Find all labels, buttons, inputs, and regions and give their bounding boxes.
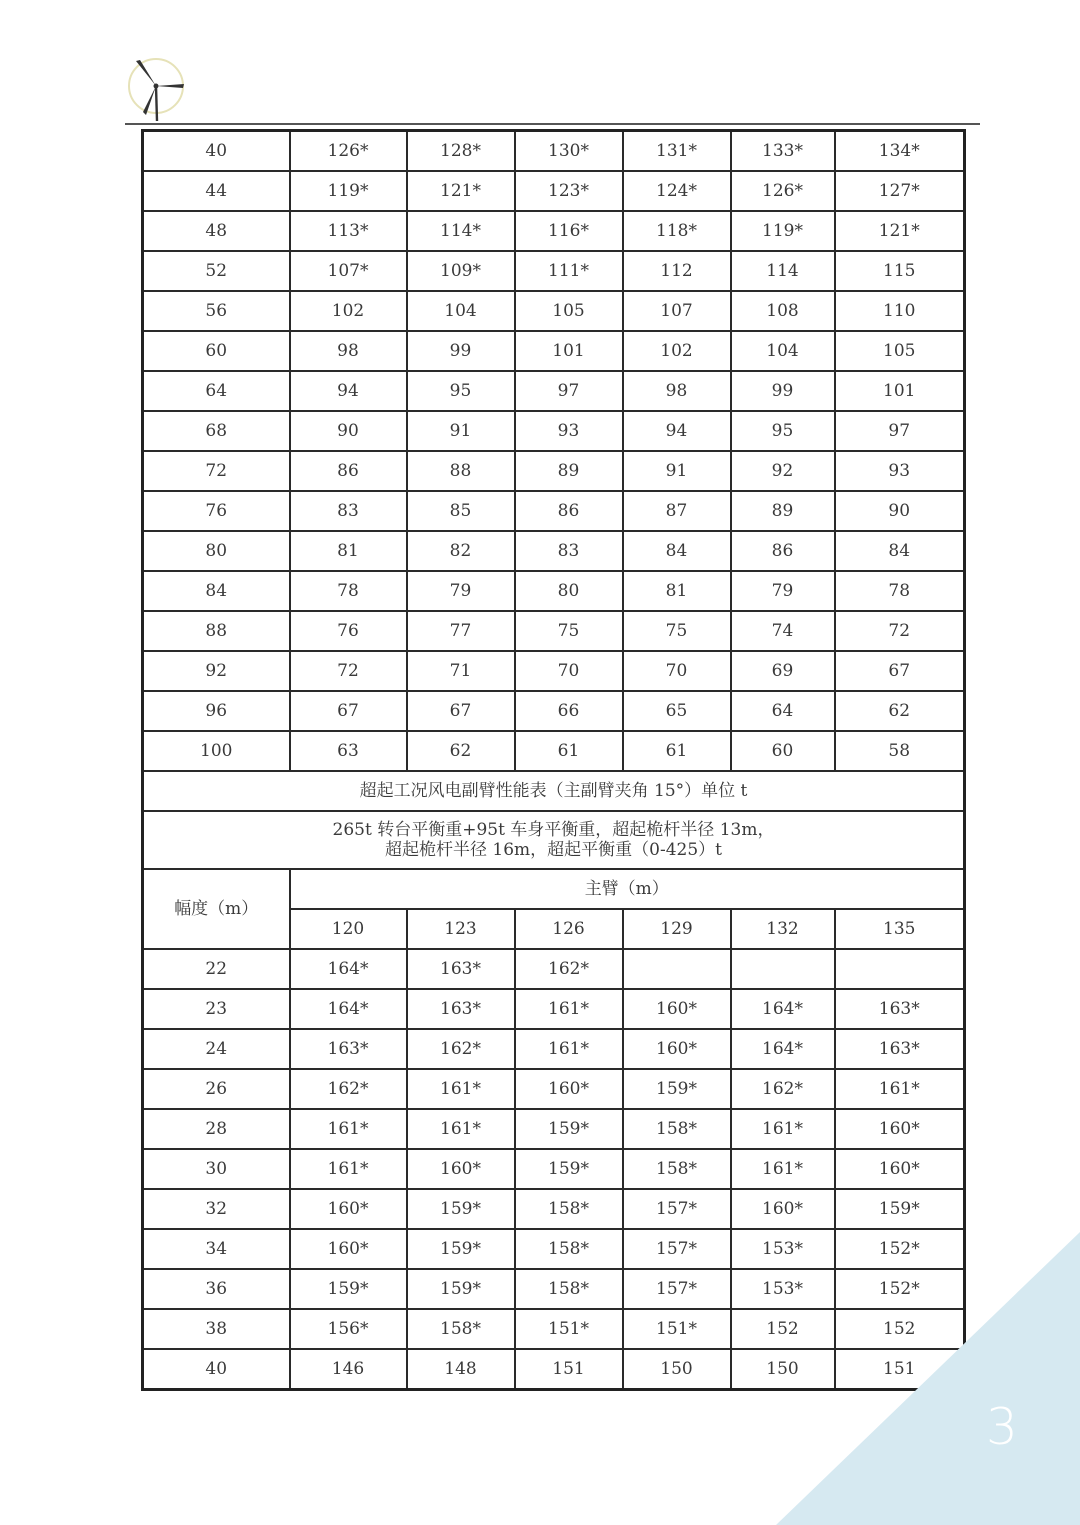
radius-cell: 38: [143, 1309, 290, 1349]
main-boom-header: 主臂（m）: [290, 869, 965, 909]
boom-length-header: 123: [407, 909, 515, 949]
capacity-cell: 159*: [835, 1189, 965, 1229]
capacity-cell: 150: [623, 1349, 731, 1390]
capacity-cell: 115: [835, 251, 965, 291]
capacity-cell: 69: [731, 651, 835, 691]
boom-length-header: 120: [290, 909, 407, 949]
capacity-cell: 160*: [290, 1229, 407, 1269]
table-row: [143, 1189, 965, 1229]
capacity-cell: 152: [835, 1309, 965, 1349]
capacity-cell: 151: [515, 1349, 623, 1390]
table-row: [143, 611, 965, 651]
capacity-cell: 112: [623, 251, 731, 291]
capacity-cell: 62: [835, 691, 965, 731]
capacity-cell: 156*: [290, 1309, 407, 1349]
capacity-cell: 151*: [623, 1309, 731, 1349]
capacity-cell: 94: [623, 411, 731, 451]
capacity-cell: 66: [515, 691, 623, 731]
boom-length-header: 132: [731, 909, 835, 949]
capacity-cell: 118*: [623, 211, 731, 251]
table-row: [143, 949, 965, 989]
capacity-cell: 80: [515, 571, 623, 611]
capacity-cell: 79: [407, 571, 515, 611]
table-row: [143, 1149, 965, 1189]
capacity-cell: 163*: [835, 1029, 965, 1069]
capacity-cell: 70: [515, 651, 623, 691]
radius-cell: 24: [143, 1029, 290, 1069]
radius-cell: 23: [143, 989, 290, 1029]
capacity-cell: 93: [515, 411, 623, 451]
capacity-cell: 163*: [835, 989, 965, 1029]
table-row: [143, 411, 965, 451]
capacity-cell: 83: [515, 531, 623, 571]
capacity-cell: 65: [623, 691, 731, 731]
boom-length-header: 126: [515, 909, 623, 949]
capacity-cell: 91: [407, 411, 515, 451]
radius-cell: 34: [143, 1229, 290, 1269]
capacity-cell: [731, 949, 835, 989]
capacity-cell: 70: [623, 651, 731, 691]
corner-decoration: [776, 1232, 1080, 1525]
radius-cell: 68: [143, 411, 290, 451]
capacity-cell: 101: [515, 331, 623, 371]
capacity-cell: 67: [407, 691, 515, 731]
upper-table-body: [143, 131, 965, 772]
capacity-cell: 161*: [290, 1109, 407, 1149]
radius-cell: 28: [143, 1109, 290, 1149]
capacity-cell: 119*: [290, 171, 407, 211]
capacity-cell: 152*: [835, 1229, 965, 1269]
capacity-cell: 114*: [407, 211, 515, 251]
table-row: [143, 1109, 965, 1149]
capacity-cell: 95: [731, 411, 835, 451]
radius-cell: 44: [143, 171, 290, 211]
capacity-cell: 151*: [515, 1309, 623, 1349]
capacity-cell: 126*: [290, 131, 407, 172]
capacity-cell: 95: [407, 371, 515, 411]
capacity-cell: 161*: [515, 989, 623, 1029]
capacity-cell: 162*: [290, 1069, 407, 1109]
capacity-cell: 102: [623, 331, 731, 371]
capacity-cell: 104: [407, 291, 515, 331]
table-row: [143, 171, 965, 211]
capacity-cell: 72: [835, 611, 965, 651]
capacity-cell: 99: [731, 371, 835, 411]
capacity-cell: 62: [407, 731, 515, 771]
capacity-cell: 134*: [835, 131, 965, 172]
capacity-cell: 104: [731, 331, 835, 371]
table-row: [143, 291, 965, 331]
radius-cell: 76: [143, 491, 290, 531]
capacity-cell: 72: [290, 651, 407, 691]
capacity-cell: 160*: [623, 1029, 731, 1069]
capacity-cell: 99: [407, 331, 515, 371]
capacity-cell: 159*: [515, 1109, 623, 1149]
capacity-cell: 152: [731, 1309, 835, 1349]
capacity-cell: 86: [515, 491, 623, 531]
capacity-cell: 116*: [515, 211, 623, 251]
capacity-cell: 161*: [290, 1149, 407, 1189]
table-row: [143, 451, 965, 491]
capacity-cell: 153*: [731, 1269, 835, 1309]
capacity-cell: 90: [290, 411, 407, 451]
capacity-cell: 157*: [623, 1269, 731, 1309]
capacity-cell: 153*: [731, 1229, 835, 1269]
table-row: [143, 571, 965, 611]
capacity-cell: 111*: [515, 251, 623, 291]
radius-header: 幅度（m）: [143, 869, 290, 949]
capacity-cell: 160*: [835, 1109, 965, 1149]
radius-cell: 96: [143, 691, 290, 731]
capacity-cell: 98: [623, 371, 731, 411]
capacity-cell: 91: [623, 451, 731, 491]
capacity-cell: 158*: [623, 1109, 731, 1149]
capacity-cell: 164*: [290, 949, 407, 989]
radius-cell: 30: [143, 1149, 290, 1189]
boom-length-header: 129: [623, 909, 731, 949]
capacity-cell: 164*: [731, 1029, 835, 1069]
capacity-cell: 150: [731, 1349, 835, 1390]
capacity-cell: 148: [407, 1349, 515, 1390]
capacity-cell: 87: [623, 491, 731, 531]
capacity-cell: 64: [731, 691, 835, 731]
capacity-cell: 159*: [407, 1229, 515, 1269]
table-row: [143, 1069, 965, 1109]
capacity-cell: 164*: [290, 989, 407, 1029]
capacity-cell: 109*: [407, 251, 515, 291]
capacity-cell: 105: [835, 331, 965, 371]
radius-cell: 32: [143, 1189, 290, 1229]
capacity-cell: 160*: [835, 1149, 965, 1189]
capacity-cell: 74: [731, 611, 835, 651]
capacity-cell: 161*: [407, 1109, 515, 1149]
radius-cell: 26: [143, 1069, 290, 1109]
radius-cell: 48: [143, 211, 290, 251]
capacity-cell: 146: [290, 1349, 407, 1390]
capacity-cell: 119*: [731, 211, 835, 251]
table-row: [143, 491, 965, 531]
capacity-cell: 121*: [407, 171, 515, 211]
radius-cell: 22: [143, 949, 290, 989]
table-row: [143, 1029, 965, 1069]
performance-table: [141, 129, 966, 1391]
capacity-cell: 159*: [407, 1269, 515, 1309]
radius-cell: 72: [143, 451, 290, 491]
table-row: [143, 331, 965, 371]
capacity-cell: 159*: [407, 1189, 515, 1229]
table-row: [143, 531, 965, 571]
capacity-cell: 123*: [515, 171, 623, 211]
capacity-cell: 102: [290, 291, 407, 331]
radius-cell: 100: [143, 731, 290, 771]
radius-cell: 80: [143, 531, 290, 571]
capacity-cell: 61: [515, 731, 623, 771]
table-row: [143, 989, 965, 1029]
capacity-cell: 77: [407, 611, 515, 651]
capacity-cell: 160*: [407, 1149, 515, 1189]
capacity-cell: 161*: [731, 1109, 835, 1149]
capacity-cell: 163*: [407, 989, 515, 1029]
capacity-cell: 162*: [731, 1069, 835, 1109]
capacity-cell: 108: [731, 291, 835, 331]
capacity-cell: 94: [290, 371, 407, 411]
capacity-cell: 84: [623, 531, 731, 571]
capacity-cell: 114: [731, 251, 835, 291]
capacity-cell: 89: [515, 451, 623, 491]
capacity-cell: 67: [835, 651, 965, 691]
capacity-cell: 84: [835, 531, 965, 571]
header-rule: [125, 123, 980, 125]
capacity-cell: 160*: [731, 1189, 835, 1229]
capacity-cell: 110: [835, 291, 965, 331]
capacity-cell: 127*: [835, 171, 965, 211]
radius-cell: 52: [143, 251, 290, 291]
capacity-cell: 121*: [835, 211, 965, 251]
capacity-cell: 82: [407, 531, 515, 571]
capacity-cell: 158*: [515, 1229, 623, 1269]
capacity-cell: 107: [623, 291, 731, 331]
radius-cell: 56: [143, 291, 290, 331]
capacity-cell: 157*: [623, 1189, 731, 1229]
section-header: [143, 771, 965, 949]
capacity-cell: 107*: [290, 251, 407, 291]
capacity-cell: 83: [290, 491, 407, 531]
capacity-cell: 78: [290, 571, 407, 611]
boom-length-header: 135: [835, 909, 965, 949]
capacity-cell: 159*: [290, 1269, 407, 1309]
capacity-cell: 90: [835, 491, 965, 531]
capacity-cell: 159*: [623, 1069, 731, 1109]
capacity-cell: 85: [407, 491, 515, 531]
capacity-cell: 126*: [731, 171, 835, 211]
capacity-cell: 161*: [835, 1069, 965, 1109]
capacity-cell: 58: [835, 731, 965, 771]
capacity-cell: 71: [407, 651, 515, 691]
radius-cell: 88: [143, 611, 290, 651]
capacity-cell: 60: [731, 731, 835, 771]
table-row: [143, 651, 965, 691]
capacity-cell: [835, 949, 965, 989]
capacity-cell: 157*: [623, 1229, 731, 1269]
capacity-cell: 131*: [623, 131, 731, 172]
capacity-cell: 161*: [515, 1029, 623, 1069]
capacity-cell: 88: [407, 451, 515, 491]
capacity-cell: 164*: [731, 989, 835, 1029]
capacity-cell: 86: [731, 531, 835, 571]
capacity-cell: 97: [835, 411, 965, 451]
radius-cell: 64: [143, 371, 290, 411]
capacity-cell: 161*: [407, 1069, 515, 1109]
capacity-cell: 92: [731, 451, 835, 491]
capacity-cell: 151: [835, 1349, 965, 1390]
radius-cell: 36: [143, 1269, 290, 1309]
capacity-cell: 158*: [407, 1309, 515, 1349]
capacity-cell: 61: [623, 731, 731, 771]
capacity-cell: 130*: [515, 131, 623, 172]
capacity-cell: 160*: [290, 1189, 407, 1229]
table-row: [143, 211, 965, 251]
table-row: [143, 131, 965, 172]
capacity-cell: 160*: [623, 989, 731, 1029]
capacity-cell: 163*: [290, 1029, 407, 1069]
capacity-cell: 81: [623, 571, 731, 611]
capacity-cell: 97: [515, 371, 623, 411]
table-row: [143, 371, 965, 411]
radius-cell: 40: [143, 131, 290, 172]
conditions-note: [143, 811, 965, 869]
capacity-cell: 158*: [515, 1269, 623, 1309]
capacity-cell: 113*: [290, 211, 407, 251]
capacity-cell: 81: [290, 531, 407, 571]
capacity-cell: 89: [731, 491, 835, 531]
capacity-cell: 75: [515, 611, 623, 651]
capacity-cell: 93: [835, 451, 965, 491]
radius-cell: 92: [143, 651, 290, 691]
capacity-cell: 159*: [515, 1149, 623, 1189]
capacity-cell: 163*: [407, 949, 515, 989]
capacity-cell: 63: [290, 731, 407, 771]
capacity-cell: 76: [290, 611, 407, 651]
conditions-line-2: 超起桅杆半径 16m，超起平衡重（0-425）t: [385, 840, 722, 860]
capacity-cell: 158*: [623, 1149, 731, 1189]
capacity-cell: 162*: [407, 1029, 515, 1069]
capacity-cell: 128*: [407, 131, 515, 172]
capacity-cell: 162*: [515, 949, 623, 989]
table-row: [143, 731, 965, 771]
radius-cell: 84: [143, 571, 290, 611]
table-row: [143, 691, 965, 731]
capacity-cell: 79: [731, 571, 835, 611]
capacity-cell: 105: [515, 291, 623, 331]
capacity-cell: 133*: [731, 131, 835, 172]
page-number: 3: [986, 1398, 1018, 1456]
capacity-cell: [623, 949, 731, 989]
section-title: 超起工况风电副臂性能表（主副臂夹角 15°）单位 t: [143, 771, 965, 811]
capacity-cell: 124*: [623, 171, 731, 211]
capacity-cell: 98: [290, 331, 407, 371]
conditions-line-1: 265t 转台平衡重+95t 车身平衡重，超起桅杆半径 13m，: [332, 820, 775, 840]
radius-cell: 60: [143, 331, 290, 371]
table-row: [143, 251, 965, 291]
capacity-cell: 158*: [515, 1189, 623, 1229]
capacity-cell: 67: [290, 691, 407, 731]
capacity-cell: 86: [290, 451, 407, 491]
capacity-cell: 161*: [731, 1149, 835, 1189]
capacity-cell: 152*: [835, 1269, 965, 1309]
radius-cell: 40: [143, 1349, 290, 1390]
capacity-cell: 101: [835, 371, 965, 411]
capacity-cell: 75: [623, 611, 731, 651]
capacity-cell: 160*: [515, 1069, 623, 1109]
wind-turbine-logo-icon: [128, 55, 186, 121]
capacity-cell: 78: [835, 571, 965, 611]
